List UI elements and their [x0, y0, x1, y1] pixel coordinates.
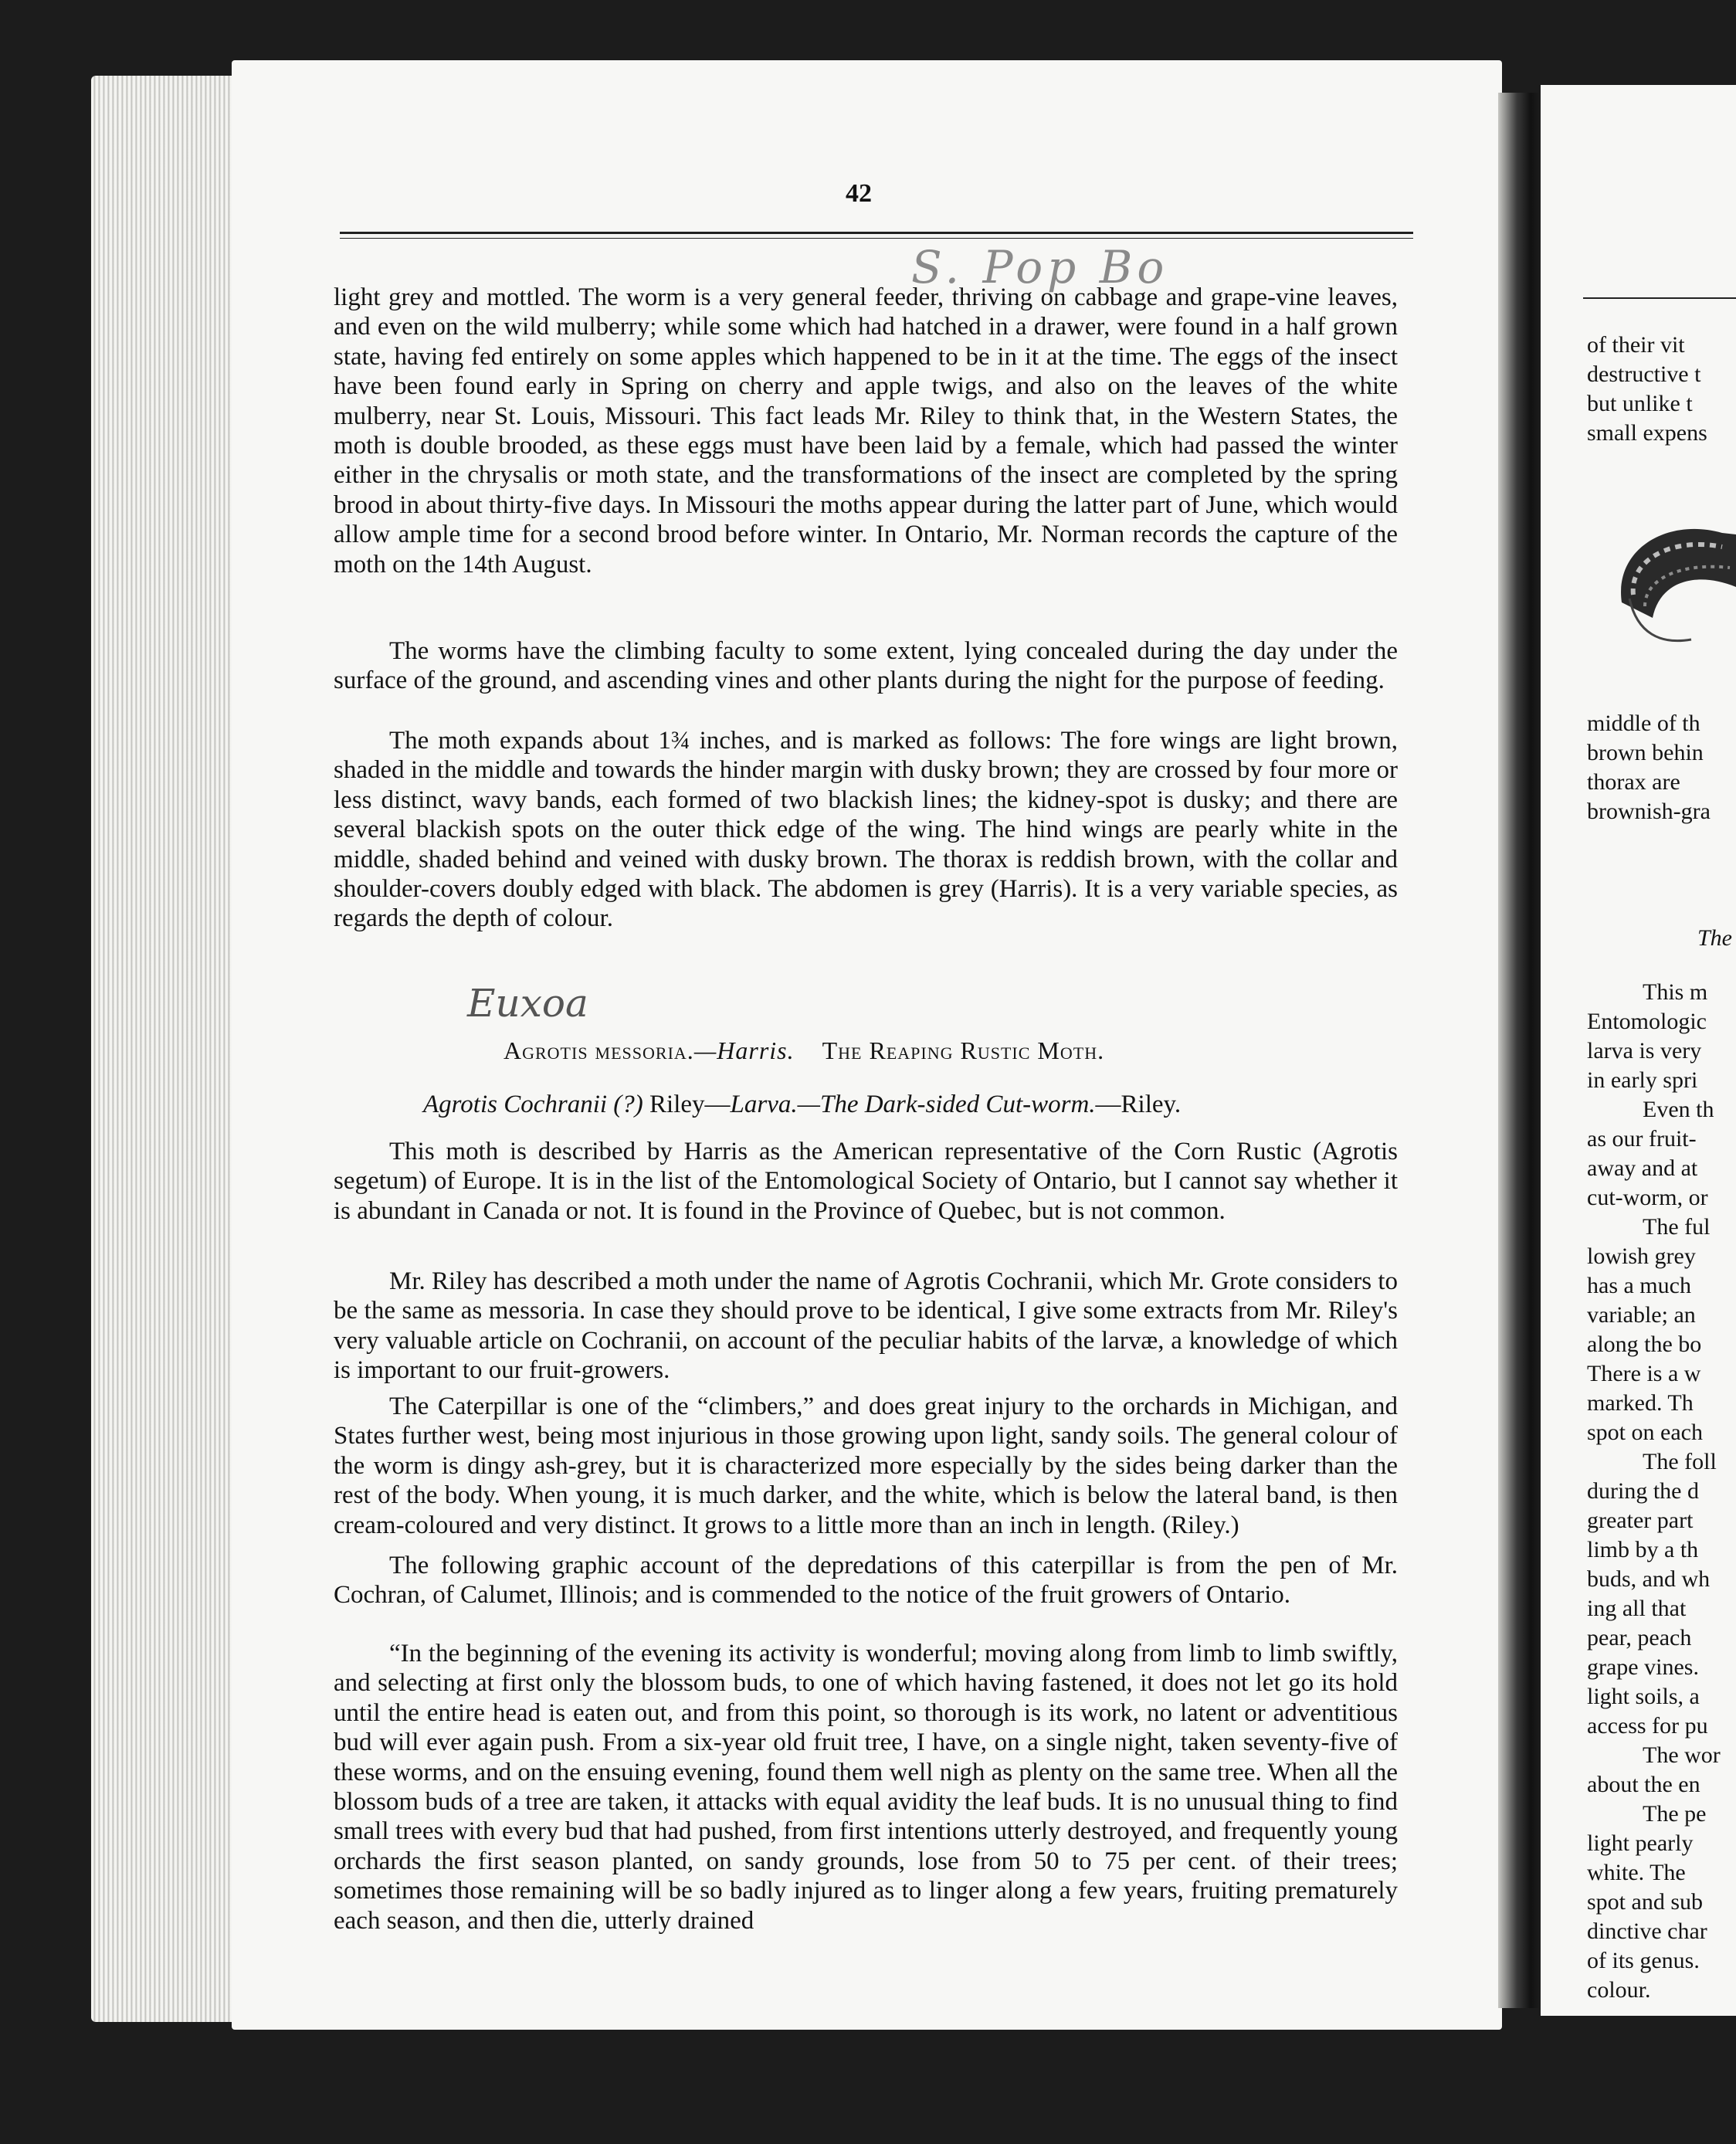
pencil-annotation-top: S. Pop Bo	[911, 241, 1169, 293]
paragraph-graphic-account	[334, 1551, 1398, 1610]
text-line: greater part	[1587, 1508, 1694, 1533]
paragraph-text: “In the beginning of the evening its activity is wonderful; moving along from limb to limb swiftly, and selecting at first only the blossom buds, to one of which having fastened, it does not let go its hold until the entire head is eaten out, and from this point, so thorough is its work, no latent or adventitious bud will ever again push. From a six-year old fruit tree, I have, on a single night, taken seventy-five of these worms, and on the ensuing evening, found them well nigh as plenty on the same tree. When all the blossom buds of a tree are taken, it attacks with equal avidity the leaf buds. It is no unusual thing to find small trees with every bud that had pushed, from first intentions utterly destroyed, and frequently young orchards the first season planted, on sandy grounds, lose from 50 to 75 per cent. of their trees; sometimes those remaining will be so badly injured as to linger along a few years, fruiting prematurely each season, and then die, utterly drained	[334, 1640, 1398, 1935]
text-line: pear, peach	[1587, 1625, 1692, 1650]
text-line: along the bo	[1587, 1332, 1702, 1357]
paragraph-feeding	[334, 283, 1398, 579]
paragraph-caterpillar	[334, 1392, 1398, 1540]
text-line: marked. Th	[1587, 1390, 1694, 1416]
paragraph-harris	[334, 1137, 1398, 1226]
larva-author: —Riley.	[1095, 1091, 1182, 1118]
text-line: light soils, a	[1587, 1684, 1700, 1709]
text-line: spot and sub	[1587, 1889, 1703, 1915]
text-line: access for pu	[1587, 1713, 1708, 1739]
right-page-lines-top	[1587, 331, 1736, 448]
text-line: destructive t	[1587, 361, 1701, 387]
text-line: Entomologic	[1587, 1009, 1707, 1034]
page-number: 42	[846, 179, 872, 208]
synonym-name: Agrotis Cochranii (?)	[423, 1091, 643, 1118]
paragraph-quotation	[334, 1639, 1398, 1935]
text-line: has a much	[1587, 1273, 1691, 1298]
text-line: This m	[1643, 979, 1708, 1005]
text-line: about the en	[1587, 1772, 1700, 1797]
right-page-lines-bottom	[1587, 978, 1736, 2005]
caterpillar-illustration	[1606, 502, 1736, 649]
text-line: brownish-gra	[1587, 799, 1711, 824]
book-gutter	[1498, 93, 1544, 2008]
text-line: but unlike t	[1587, 391, 1693, 416]
text-line: light pearly	[1587, 1830, 1694, 1856]
text-line: ing all that	[1587, 1596, 1687, 1621]
text-line: of their vit	[1587, 332, 1685, 358]
right-page-rule	[1583, 297, 1736, 299]
text-line: spot on each	[1587, 1420, 1703, 1445]
right-page-lines-mid	[1587, 709, 1736, 826]
paragraph-text: light grey and mottled. The worm is a very general feeder, thriving on cabbage and grape-vine leaves, and even on the wild mulberry; while some which had hatched in a drawer, were found in a half grown state, having fed entirely on some apples which happened to be in it at the time. The eggs of the insect have been found early in Spring on cherry and apple twigs, and also on the leaves of the white mulberry, near St. Louis, Missouri. This fact leads Mr. Riley to think that, in the Western States, the moth is double brooded, as these eggs must have been laid by a female, which had passed the winter either in the chrysalis or moth state, and the transformations of the insect are completed by the spring brood in about thirty-five days. In Missouri the moths appear during the latter part of June, which would allow ample time for a second brood before winter. In Ontario, Mr. Norman records the capture of the moth on the 14th August.	[334, 283, 1398, 578]
text-line: middle of th	[1587, 711, 1700, 736]
paragraph-text: The Caterpillar is one of the “climbers,” and does great injury to the orchards in Michigan, and States further west, being most injurious in those growing upon light, sandy soils. The general colour of the worm is dingy ash-grey, but it is characterized more especially by the sides being darker than the rest of the body. When young, it is much darker, and the white, which is below the lateral band, is then cream-coloured and very distinct. It grows to a little more than an inch in length. (Riley.)	[334, 1393, 1398, 1539]
paragraph-text: This moth is described by Harris as the American representative of the Corn Rustic (Agrotis segetum) of Europe. It is in the list of the Entomological Society of Ontario, but I cannot say whether it is abundant in Canada or not. It is found in the Province of Quebec, but is not common.	[334, 1138, 1398, 1225]
paragraph-text: The worms have the climbing faculty to some extent, lying concealed during the day under the surface of the ground, and ascending vines and other plants during the night for the purpose of feeding.	[334, 637, 1398, 695]
paragraph-description	[334, 726, 1398, 934]
text-line: The pe	[1643, 1801, 1707, 1827]
text-line: white. The	[1587, 1860, 1686, 1885]
text-line: colour.	[1587, 1977, 1651, 2003]
text-line: grape vines.	[1587, 1654, 1699, 1680]
text-line: variable; an	[1587, 1302, 1696, 1328]
paragraph-text: The following graphic account of the depredations of this caterpillar is from the pen of Mr. Cochran, of Calumet, Illinois; and is commended to the notice of the fruit growers of Ontario.	[334, 1552, 1398, 1610]
text-line: during the d	[1587, 1478, 1699, 1504]
paragraph-riley	[334, 1267, 1398, 1386]
right-page-heading: The	[1697, 925, 1732, 951]
text-line: thorax are	[1587, 769, 1680, 795]
species-name: Agrotis messoria.	[504, 1036, 694, 1064]
text-line: of its genus.	[1587, 1948, 1700, 1973]
header-rule-thin	[340, 238, 1413, 239]
synonym-author: Riley—	[643, 1091, 731, 1118]
text-line: in early spri	[1587, 1067, 1698, 1093]
text-line: buds, and wh	[1587, 1566, 1711, 1592]
text-line: The ful	[1643, 1214, 1711, 1240]
book-page-edges	[91, 76, 253, 2022]
text-line: cut-worm, or	[1587, 1185, 1708, 1210]
text-line: away and at	[1587, 1155, 1698, 1181]
section-heading	[504, 1036, 1104, 1065]
text-line: lowish grey	[1587, 1243, 1696, 1269]
text-line: dinctive char	[1587, 1918, 1707, 1944]
paragraph-climbing	[334, 636, 1398, 696]
header-rule	[340, 232, 1413, 234]
text-line: limb by a th	[1587, 1537, 1699, 1562]
section-subheading	[423, 1091, 1181, 1119]
larva-name: Larva.—The Dark-sided Cut-worm.	[730, 1091, 1096, 1118]
text-line: small expens	[1587, 420, 1707, 446]
text-line: brown behin	[1587, 740, 1704, 765]
text-line: as our fruit-	[1587, 1126, 1697, 1152]
paragraph-text: Mr. Riley has described a moth under the name of Agrotis Cochranii, which Mr. Grote considers to be the same as messoria. In case they should prove to be identical, I give some extracts from Mr. Riley's very valuable article on Cochranii, on account of the peculiar habits of the larvæ, a knowledge of which is important to our fruit-growers.	[334, 1267, 1398, 1385]
paragraph-text: The moth expands about 1¾ inches, and is marked as follows: The fore wings are light brown, shaded in the middle and towards the hinder margin with dusky brown; they are crossed by four more or less distinct, wavy bands, each formed of two blackish lines; the kidney-spot is dusky; and there are several blackish spots on the outer thick edge of the wing. The hind wings are pearly white in the middle, shaded behind and veined with dusky brown. The thorax is reddish brown, with the collar and shoulder-covers doubly edged with black. The abdomen is grey (Harris). It is a very variable species, as regards the depth of colour.	[334, 727, 1398, 933]
common-name: The Reaping Rustic Moth.	[822, 1036, 1105, 1064]
text-line: The wor	[1643, 1742, 1721, 1768]
text-line: larva is very	[1587, 1038, 1702, 1064]
text-line: Even th	[1643, 1097, 1714, 1122]
text-line: The foll	[1643, 1449, 1717, 1474]
text-line: There is a w	[1587, 1361, 1701, 1386]
pencil-annotation-margin: Euxoa	[467, 981, 588, 1026]
species-author: —Harris.	[693, 1036, 795, 1064]
